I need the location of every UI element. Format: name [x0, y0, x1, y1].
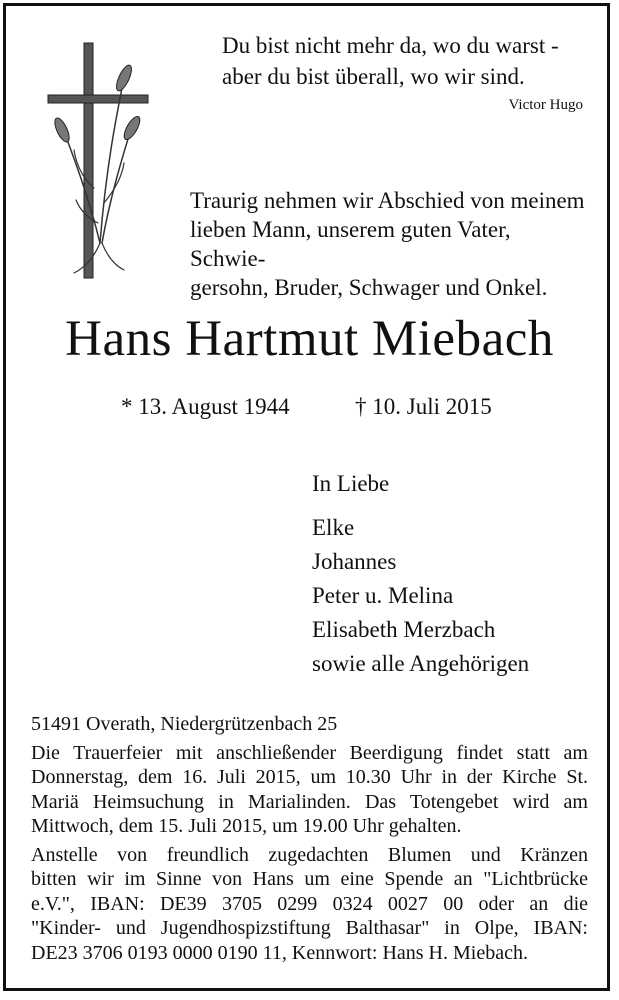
donation-line: e.V.", IBAN: DE39 3705 0299 0324 0027 00 oder an die: [31, 892, 588, 915]
intro-line: lieben Mann, unserem guten Vater, Schwie-: [190, 217, 511, 271]
signers-intro: In Liebe: [312, 471, 390, 496]
deceased-name: Hans Hartmut Miebach: [65, 311, 554, 367]
signer-name: Johannes: [312, 549, 397, 574]
funeral-line: Mariä Heimsuchung in Marialinden. Das Totengebet wird am: [31, 790, 588, 813]
donation-line: bitten wir im Sinne von Hans um eine Spende an "Lichtbrücke: [31, 868, 588, 890]
intro-line: Traurig nehmen wir Abschied von meinem: [190, 188, 585, 213]
signer-name: Peter u. Melina: [312, 583, 454, 608]
donation-line: Anstelle von freundlich zugedachten Blumen und Kränzen: [31, 843, 588, 866]
intro-text: [190, 186, 590, 302]
funeral-line: Die Trauerfeier mit anschließender Beerdigung findet statt am: [31, 741, 588, 764]
mourners-list: [312, 467, 529, 681]
intro-line: gersohn, Bruder, Schwager und Onkel.: [190, 275, 548, 300]
quote-author: Victor Hugo: [508, 97, 583, 113]
death-date: † 10. Juli 2015: [355, 394, 492, 419]
cross-with-wheat-icon: [44, 38, 154, 283]
signer-name: sowie alle Angehörigen: [312, 651, 530, 676]
signer-name: Elisabeth Merzbach: [312, 617, 496, 642]
family-address: 51491 Overath, Niedergrützenbach 25: [31, 713, 338, 735]
quote-line-1: Du bist nicht mehr da, wo du warst -: [222, 33, 559, 58]
signer-name: Elke: [312, 515, 355, 540]
details-section: [31, 712, 588, 965]
birth-date: * 13. August 1944: [121, 394, 290, 419]
donation-line: DE23 3706 0193 0000 0190 11, Kennwort: Hans H. Miebach.: [31, 941, 528, 964]
funeral-line: Donnerstag, dem 16. Juli 2015, um 10.30 Uhr in der Kirche St.: [31, 766, 588, 788]
donation-line: "Kinder- und Jugendhospizstiftung Balthasar" in Olpe, IBAN:: [31, 917, 588, 939]
quote: [222, 30, 559, 92]
quote-line-2: aber du bist überall, wo wir sind.: [222, 64, 525, 89]
funeral-line: Mittwoch, dem 15. Juli 2015, um 19.00 Uhr gehalten.: [31, 815, 462, 837]
